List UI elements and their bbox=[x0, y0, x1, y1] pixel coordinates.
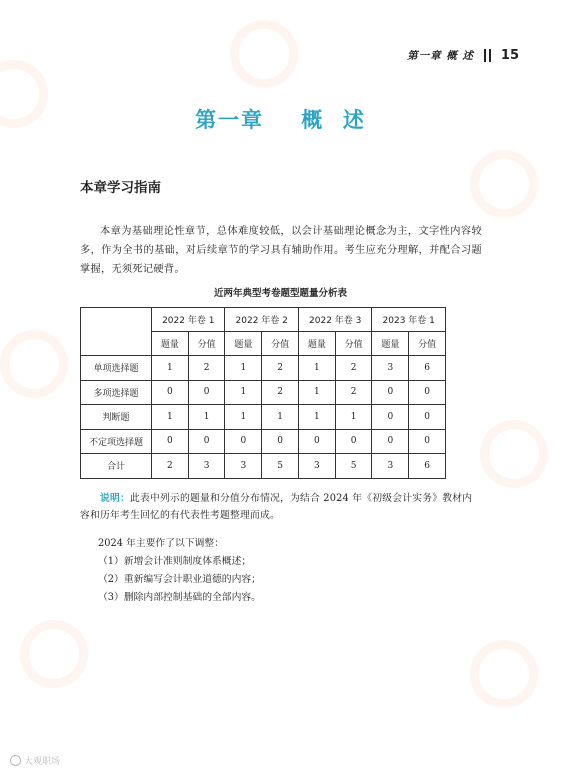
note-label: 说明： bbox=[100, 493, 130, 504]
cell: 1 bbox=[298, 405, 335, 430]
list-item: （3）删除内部控制基础的全部内容。 bbox=[98, 592, 261, 603]
table-header-row bbox=[81, 308, 446, 332]
cell: 0 bbox=[372, 380, 409, 405]
cell: 0 bbox=[409, 405, 446, 430]
cell: 1 bbox=[152, 405, 189, 430]
cell: 0 bbox=[188, 429, 225, 454]
watermark-mark bbox=[0, 330, 68, 398]
cell: 1 bbox=[298, 380, 335, 405]
cell: 1 bbox=[225, 356, 262, 381]
cell: 0 bbox=[225, 429, 262, 454]
list-item: （2）重新编写会计职业道德的内容； bbox=[98, 574, 261, 585]
cell: 3 bbox=[298, 454, 335, 479]
header-chapter: 第一章 概 述 bbox=[407, 50, 474, 62]
cell: 0 bbox=[372, 405, 409, 430]
cell: 0 bbox=[409, 429, 446, 454]
paper-header: 2023 年卷 1 bbox=[372, 308, 446, 332]
section-heading: 本章学习指南 bbox=[80, 180, 161, 196]
cell: 0 bbox=[262, 429, 299, 454]
table-note bbox=[80, 490, 482, 524]
analysis-table bbox=[80, 307, 446, 479]
subheader-count: 题量 bbox=[372, 332, 409, 356]
subheader-score: 分值 bbox=[188, 332, 225, 356]
paper-header: 2022 年卷 2 bbox=[225, 308, 298, 332]
subheader-score: 分值 bbox=[409, 332, 446, 356]
subheader-score: 分值 bbox=[335, 332, 372, 356]
page-number: 15 bbox=[500, 48, 519, 63]
cell: 2 bbox=[262, 380, 299, 405]
row-label: 单项选择题 bbox=[81, 356, 152, 381]
cell: 3 bbox=[372, 356, 409, 381]
cell: 1 bbox=[335, 405, 372, 430]
logo-icon bbox=[10, 755, 21, 766]
table-corner-cell bbox=[81, 308, 152, 356]
watermark-mark bbox=[470, 150, 538, 218]
cell: 2 bbox=[335, 356, 372, 381]
cell: 2 bbox=[152, 454, 189, 479]
cell: 2 bbox=[188, 356, 225, 381]
chapter-title: 第一章 概 述 bbox=[195, 107, 366, 132]
adjustments-intro: 2024 年主要作了以下调整： bbox=[98, 538, 225, 549]
table-row bbox=[81, 356, 446, 381]
table-title: 近两年典型考卷题型题量分析表 bbox=[213, 288, 347, 299]
cell: 1 bbox=[188, 405, 225, 430]
cell: 1 bbox=[262, 405, 299, 430]
cell: 6 bbox=[409, 356, 446, 381]
watermark-mark bbox=[480, 420, 548, 488]
cell: 6 bbox=[409, 454, 446, 479]
row-label: 合计 bbox=[81, 454, 152, 479]
row-label: 不定项选择题 bbox=[81, 429, 152, 454]
watermark-mark bbox=[470, 640, 538, 708]
cell: 2 bbox=[262, 356, 299, 381]
subheader-count: 题量 bbox=[298, 332, 335, 356]
cell: 0 bbox=[188, 380, 225, 405]
row-label: 多项选择题 bbox=[81, 380, 152, 405]
cell: 1 bbox=[225, 380, 262, 405]
cell: 0 bbox=[372, 429, 409, 454]
table-row bbox=[81, 405, 446, 430]
running-header bbox=[407, 48, 519, 63]
watermark-mark bbox=[20, 620, 88, 688]
logo-text: 大观职场 bbox=[24, 757, 61, 767]
note-text: 此表中列示的题量和分值分布情况，为结合 2024 年《初级会计实务》教材内容和历年考生回忆的有代表性考题整理而成。 bbox=[80, 493, 473, 521]
cell: 0 bbox=[152, 380, 189, 405]
cell: 0 bbox=[335, 429, 372, 454]
table-row bbox=[81, 380, 446, 405]
cell: 0 bbox=[409, 380, 446, 405]
table-row-total bbox=[81, 454, 446, 479]
cell: 0 bbox=[152, 429, 189, 454]
cell: 3 bbox=[225, 454, 262, 479]
cell: 1 bbox=[225, 405, 262, 430]
subheader-count: 题量 bbox=[152, 332, 189, 356]
cell: 3 bbox=[188, 454, 225, 479]
cell: 1 bbox=[298, 356, 335, 381]
paper-header: 2022 年卷 3 bbox=[298, 308, 371, 332]
list-item: （1）新增会计准则制度体系概述； bbox=[98, 556, 252, 567]
footer-logo bbox=[10, 754, 60, 767]
watermark-mark bbox=[230, 20, 298, 88]
subheader-count: 题量 bbox=[225, 332, 262, 356]
cell: 0 bbox=[298, 429, 335, 454]
adjustments-list bbox=[98, 535, 261, 607]
paper-header: 2022 年卷 1 bbox=[152, 308, 225, 332]
row-label: 判断题 bbox=[81, 405, 152, 430]
cell: 5 bbox=[335, 454, 372, 479]
cell: 2 bbox=[335, 380, 372, 405]
subheader-score: 分值 bbox=[262, 332, 299, 356]
cell: 5 bbox=[262, 454, 299, 479]
cell: 1 bbox=[152, 356, 189, 381]
intro-paragraph: 本章为基础理论性章节，总体难度较低，以会计基础理论概念为主，文字性内容较多，作为全书的基础，对后续章节的学习具有辅助作用。考生应充分理解，并配合习题掌握，无须死记硬背。 bbox=[80, 226, 482, 275]
table-row bbox=[81, 429, 446, 454]
header-separator bbox=[484, 49, 491, 62]
cell: 3 bbox=[372, 454, 409, 479]
